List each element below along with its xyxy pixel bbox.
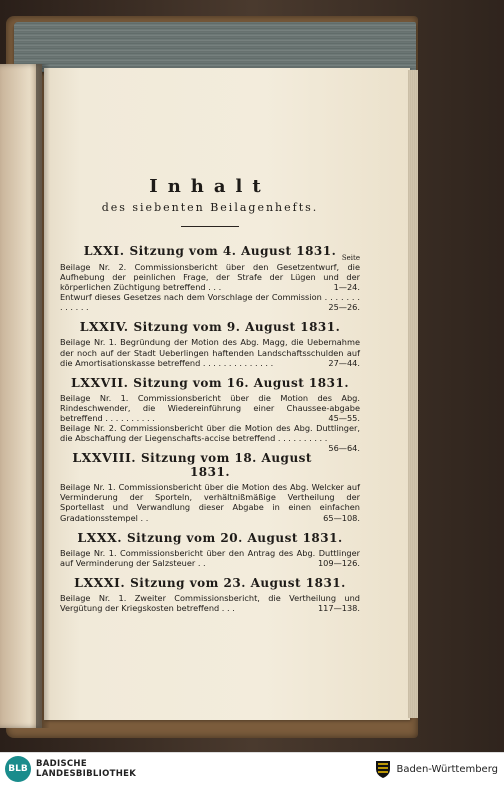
session-date: Sitzung vom 16. August 1831. <box>133 375 349 390</box>
bw-label: Baden-Württemberg <box>396 763 498 775</box>
toc-entry-text: Beilage Nr. 2. Commissionsbericht über den Gesetzentwurf, die Aufhebung der peinlichen Frage, der Strafe der Lügen und der körperlichen Züchtigung betreffend . . . <box>60 262 360 293</box>
toc-entry <box>60 262 360 292</box>
toc-entry <box>60 337 360 367</box>
session-number: LXXXI. <box>74 574 131 590</box>
session-number: LXXX. <box>77 529 127 545</box>
blb-logo-letters: BLB <box>8 764 28 774</box>
page-subtitle: des siebenten Beilagenhefts. <box>101 201 319 214</box>
session-number: LXXVII. <box>70 374 134 390</box>
toc-entry <box>60 292 360 312</box>
session-block <box>60 374 360 454</box>
toc-entry-text: Beilage Nr. 1. Commissionsbericht über die Motion des Abg. Rindeschwender, die Wiedereinführung einer Chaussee-abgabe betreffend . . . . . . . . . . <box>60 392 360 423</box>
blb-logo[interactable] <box>5 756 136 782</box>
session-block <box>60 450 360 522</box>
session-number: LXXI. <box>83 243 130 258</box>
blb-logo-icon <box>5 756 31 782</box>
session-date: Sitzung vom 23. August 1831. <box>130 575 346 590</box>
page-edges <box>14 22 416 72</box>
session-heading <box>60 530 360 545</box>
session-number: LXXVIII. <box>72 450 142 466</box>
toc-entry-pages: 65—108. <box>323 512 360 523</box>
session-block <box>60 319 360 367</box>
session-date: Sitzung vom 18. August 1831. <box>141 451 312 480</box>
toc-entry-text: Beilage Nr. 2. Commissionsbericht über die Motion des Abg. Duttlinger, die Abschaffung der Liegenschafts-accise betreffend . . . . . . . . . . <box>60 423 360 444</box>
toc-entry-pages: 25—26. <box>328 302 360 313</box>
session-heading <box>60 375 360 390</box>
session-heading <box>60 319 360 334</box>
bw-coat-of-arms-icon <box>374 759 392 779</box>
session-heading <box>60 450 360 479</box>
session-date: Sitzung vom 9. August 1831. <box>133 320 341 335</box>
toc-entry-pages: 45—55. <box>328 412 360 423</box>
toc-entry <box>60 482 360 522</box>
table-of-contents <box>60 176 360 620</box>
footer-bar <box>0 752 504 785</box>
seite-label: Seite <box>341 254 360 262</box>
session-block <box>60 575 360 613</box>
page-stack-edge <box>408 70 418 718</box>
session-number: LXXIV. <box>79 319 134 335</box>
session-heading <box>60 575 360 590</box>
session-date: Sitzung vom 4. August 1831. <box>129 244 337 258</box>
spine-shadow <box>36 64 50 728</box>
session-heading <box>60 243 360 258</box>
toc-entry-text: Entwurf dieses Gesetzes nach dem Vorschlage der Commission . . . . . . . . . . . . . <box>60 292 360 313</box>
toc-entry <box>60 548 360 568</box>
session-block <box>60 243 360 312</box>
toc-entry <box>60 593 360 613</box>
page-title: Inhalt <box>149 176 271 197</box>
toc-entry-pages: 56—64. <box>328 443 360 454</box>
toc-entry-text: Beilage Nr. 1. Begründung der Motion des Abg. Magg, die Uebernahme der noch auf der Stadt Ueberlingen haftenden Landschaftsschulden auf die Amortisationskasse betreffend . . . . . . . . . . . . . . <box>60 337 360 368</box>
toc-entry-pages: 27—44. <box>328 357 360 368</box>
sessions-list <box>60 243 360 613</box>
toc-entry-text: Beilage Nr. 1. Commissionsbericht über den Antrag des Abg. Duttlinger auf Verminderung der Salzsteuer . . <box>60 547 360 568</box>
bw-logo[interactable] <box>374 759 498 779</box>
toc-entry <box>60 423 360 454</box>
toc-entry-pages: 109—126. <box>317 557 360 568</box>
blb-name-line1: BADISCHE <box>36 759 87 769</box>
toc-entry-text: Beilage Nr. 1. Commissionsbericht über die Motion des Abg. Welcker auf Verminderung der Sporteln, verhältnißmäßige Vertheilung der Sportellast und Verwandlung dieser Abgabe in einen einfachen Gradationsstempel . . <box>60 482 360 523</box>
toc-entry-pages: 1—24. <box>333 282 360 293</box>
title-rule <box>181 226 239 227</box>
blb-name-line2: LANDESBIBLIOTHEK <box>36 769 137 779</box>
toc-entry-text: Beilage Nr. 1. Zweiter Commissionsbericht, die Vertheilung und Vergütung der Kriegskosten betreffend . . . <box>60 592 360 613</box>
toc-entry-pages: 117—138. <box>317 602 360 613</box>
toc-entry <box>60 393 360 423</box>
session-date: Sitzung vom 20. August 1831. <box>126 530 343 545</box>
session-block <box>60 530 360 568</box>
